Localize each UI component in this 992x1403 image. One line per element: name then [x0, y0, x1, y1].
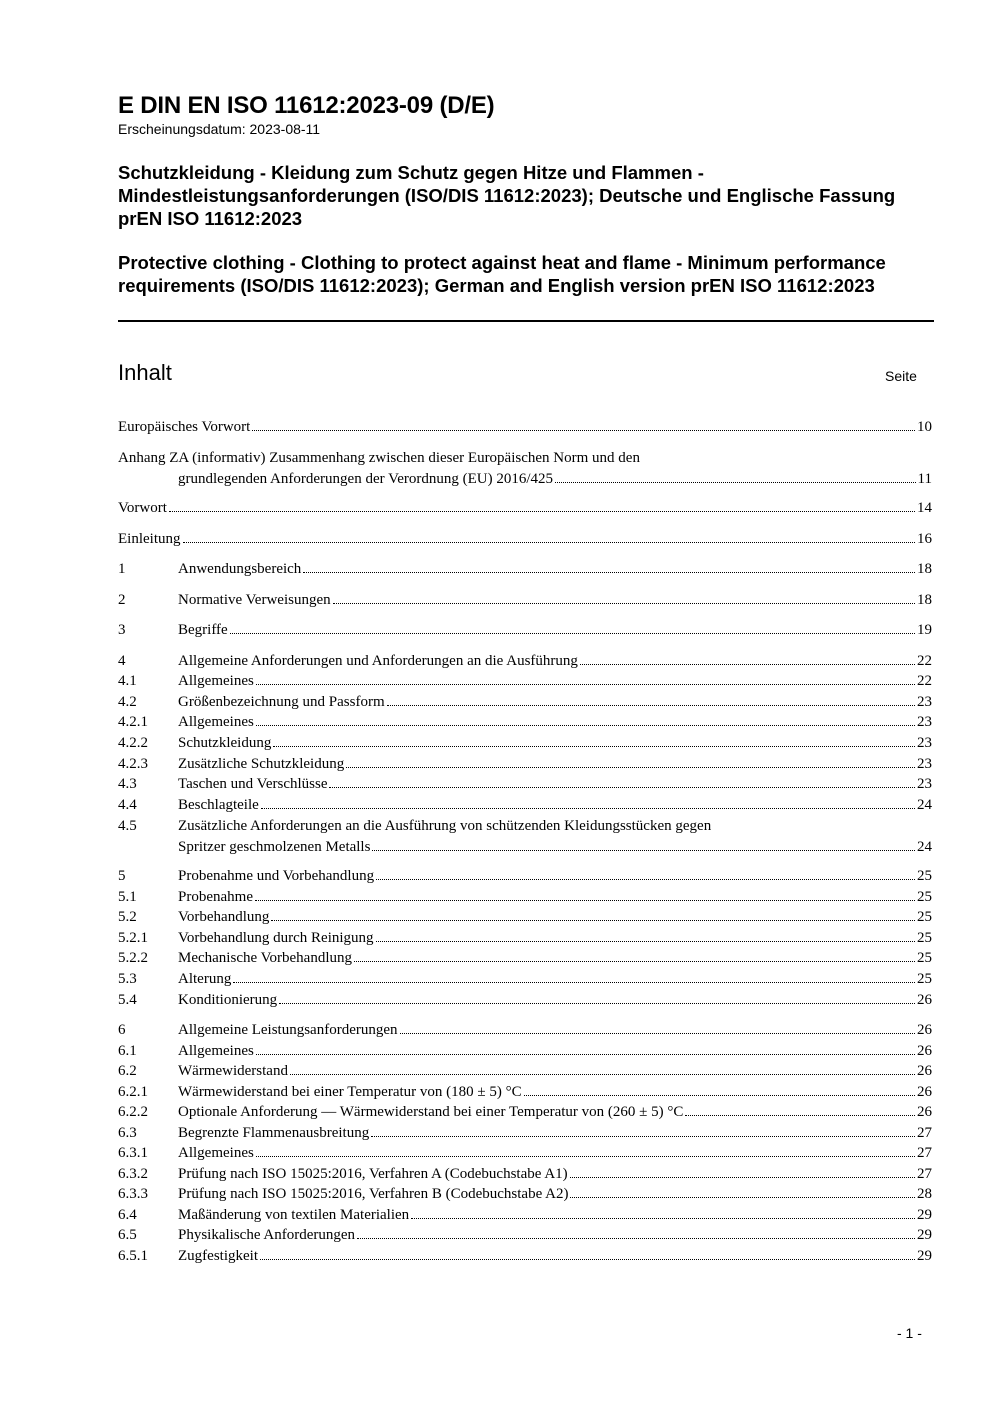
toc-entry-title: Wärmewiderstand bei einer Temperatur von (180 ± 5) °C — [178, 1084, 522, 1100]
toc-entry[interactable] — [118, 448, 932, 489]
title-german: Schutzkleidung - Kleidung zum Schutz gegen Hitze und Flammen - Mindestleistungsanforderungen (ISO/DIS 11612:2023); Deutsche und Englische Fassung prEN ISO 11612:2023 — [118, 162, 896, 229]
toc-entry-number: 6.3 — [118, 1125, 137, 1141]
toc-entry[interactable] — [118, 887, 932, 908]
toc-entry-page: 26 — [917, 1043, 932, 1059]
toc-entry-page: 28 — [917, 1186, 932, 1202]
toc-entry-number: 4.5 — [118, 818, 137, 834]
toc-entry-number: 4.2.2 — [118, 735, 148, 751]
toc-entry-page: 26 — [917, 1104, 932, 1120]
toc-entry[interactable] — [118, 928, 932, 949]
toc-entry-page: 23 — [917, 756, 932, 772]
toc-entry[interactable] — [118, 733, 932, 754]
toc-entry[interactable] — [118, 1184, 932, 1205]
toc-entry-number: 6.4 — [118, 1207, 137, 1223]
toc-entry-title: Größenbezeichnung und Passform — [178, 694, 385, 710]
toc-entry-title: Mechanische Vorbehandlung — [178, 950, 352, 966]
toc-entry[interactable] — [118, 948, 932, 969]
toc-entry[interactable] — [118, 1020, 932, 1041]
toc-leader-dots — [354, 961, 915, 962]
toc-entry-title: Vorbehandlung — [178, 909, 270, 925]
toc-leader-dots — [256, 1054, 915, 1055]
toc-entry-title: Physikalische Anforderungen — [178, 1227, 356, 1243]
toc-entry-title: Schutzkleidung — [178, 735, 272, 751]
toc-entry-number: 6.2.2 — [118, 1104, 148, 1120]
toc-entry[interactable] — [118, 712, 932, 733]
document-title: E DIN EN ISO 11612:2023-09 (D/E) — [118, 92, 495, 119]
toc-entry-number: 2 — [118, 592, 126, 608]
toc-entry[interactable] — [118, 1123, 932, 1144]
toc-entry-page: 27 — [917, 1145, 932, 1161]
toc-entry-title: Einleitung — [118, 531, 181, 547]
toc-leader-dots — [376, 879, 915, 880]
toc-entry[interactable] — [118, 866, 932, 887]
toc-entry-number: 5.1 — [118, 889, 137, 905]
toc-entry-number: 5.2 — [118, 909, 137, 925]
toc-entry-number: 6.1 — [118, 1043, 137, 1059]
toc-entry[interactable] — [118, 651, 932, 672]
toc-leader-dots — [261, 808, 915, 809]
toc-entry-page: 26 — [917, 992, 932, 1008]
toc-leader-dots — [570, 1177, 915, 1178]
toc-leader-dots — [252, 430, 915, 431]
toc-entry-number: 6.5.1 — [118, 1248, 148, 1264]
toc-entry-number: 5.4 — [118, 992, 137, 1008]
toc-leader-dots — [524, 1095, 915, 1096]
toc-leader-dots — [183, 542, 916, 543]
toc-entry-page: 25 — [917, 868, 932, 884]
toc-entry-page: 14 — [917, 500, 932, 516]
toc-entry-number: 4.2.3 — [118, 756, 148, 772]
toc-entry-title: Allgemeines — [178, 1043, 254, 1059]
toc-entry-page: 26 — [917, 1084, 932, 1100]
toc-leader-dots — [371, 1136, 915, 1137]
toc-entry-page: 27 — [917, 1125, 932, 1141]
toc-entry-title: Beschlagteile — [178, 797, 259, 813]
toc-entry-title: Optionale Anforderung — Wärmewiderstand bei einer Temperatur von (260 ± 5) °C — [178, 1104, 684, 1120]
toc-entry[interactable] — [118, 795, 932, 816]
toc-entry-page: 29 — [917, 1248, 932, 1264]
toc-entry-page: 25 — [917, 930, 932, 946]
toc-entry-title: Prüfung nach ISO 15025:2016, Verfahren B (Codebuchstabe A2) — [178, 1186, 569, 1202]
toc-leader-dots — [411, 1218, 915, 1219]
toc-entry[interactable] — [118, 671, 932, 692]
toc-entry-title: Probenahme — [178, 889, 253, 905]
toc-entry-page: 23 — [917, 694, 932, 710]
toc-entry[interactable] — [118, 990, 932, 1011]
toc-entry-page: 25 — [917, 909, 932, 925]
toc-leader-dots — [400, 1033, 915, 1034]
toc-entry[interactable] — [118, 1102, 932, 1123]
toc-entry-title: Zusätzliche Anforderungen an die Ausführung von schützenden Kleidungsstücken gegen — [178, 818, 712, 834]
toc-leader-dots — [290, 1074, 915, 1075]
toc-entry-page: 22 — [917, 673, 932, 689]
toc-entry-number: 6.2.1 — [118, 1084, 148, 1100]
toc-entry-title-continued: Spritzer geschmolzenen Metalls — [178, 838, 371, 855]
toc-entry-page: 24 — [917, 838, 932, 855]
toc-entry-page: 25 — [917, 889, 932, 905]
toc-entry-title: Zusätzliche Schutzkleidung — [178, 756, 345, 772]
toc-entry[interactable] — [118, 529, 932, 550]
toc-entry-title: Allgemeine Anforderungen und Anforderungen an die Ausführung — [178, 653, 578, 669]
toc-leader-dots — [329, 787, 915, 788]
toc-entry[interactable] — [118, 620, 932, 641]
toc-leader-dots — [376, 941, 915, 942]
toc-entry-page: 26 — [917, 1022, 932, 1038]
toc-entry-page: 26 — [917, 1063, 932, 1079]
toc-leader-dots — [271, 920, 915, 921]
toc-entry[interactable] — [118, 1041, 932, 1062]
toc-leader-dots — [387, 705, 915, 706]
toc-entry[interactable] — [118, 907, 932, 928]
publication-date: Erscheinungsdatum: 2023-08-11 — [118, 121, 321, 137]
toc-leader-dots — [570, 1197, 915, 1198]
toc-entry-title: Allgemeines — [178, 673, 254, 689]
toc-leader-dots — [555, 482, 916, 483]
toc-entry-page: 29 — [917, 1227, 932, 1243]
toc-entry-number: 5.2.2 — [118, 950, 148, 966]
toc-entry-title: Vorwort — [118, 500, 167, 516]
toc-entry-number: 4 — [118, 653, 126, 669]
toc-leader-dots — [685, 1115, 915, 1116]
toc-leader-dots — [273, 746, 915, 747]
toc-entry-title: Prüfung nach ISO 15025:2016, Verfahren A (Codebuchstabe A1) — [178, 1166, 568, 1182]
toc-leader-dots — [333, 603, 915, 604]
toc-entry-page: 29 — [917, 1207, 932, 1223]
toc-leader-dots — [169, 511, 915, 512]
toc-leader-dots — [256, 1156, 915, 1157]
toc-entry-page: 22 — [917, 653, 932, 669]
toc-entry[interactable] — [118, 1225, 932, 1246]
toc-entry-number: 5 — [118, 868, 126, 884]
toc-entry-title: Anhang ZA (informativ) Zusammenhang zwischen dieser Europäischen Norm und den — [118, 450, 640, 466]
page-number: - 1 - — [897, 1325, 922, 1341]
toc-entry[interactable] — [118, 816, 932, 857]
toc-entry-page: 16 — [917, 531, 932, 547]
toc-entry-title: Allgemeines — [178, 714, 254, 730]
toc-entry-title: Taschen und Verschlüsse — [178, 776, 328, 792]
toc-entry-page: 25 — [917, 950, 932, 966]
toc-leader-dots — [260, 1259, 915, 1260]
table-of-contents — [118, 0, 932, 1403]
toc-entry-page: 25 — [917, 971, 932, 987]
toc-entry-title: Begriffe — [178, 622, 228, 638]
toc-entry-page: 23 — [917, 714, 932, 730]
toc-entry-title: Zugfestigkeit — [178, 1248, 258, 1264]
toc-entry-title: Anwendungsbereich — [178, 561, 302, 577]
toc-entry-title-continued: grundlegenden Anforderungen der Verordnung (EU) 2016/425 — [178, 470, 554, 487]
toc-entry[interactable] — [118, 1164, 932, 1185]
title-english: Protective clothing - Clothing to protect against heat and flame - Minimum performance requirements (ISO/DIS 11612:2023); German and English version prEN ISO 11612:2023 — [118, 252, 886, 296]
toc-entry-page: 23 — [917, 776, 932, 792]
toc-entry-number: 3 — [118, 622, 126, 638]
toc-entry-title: Begrenzte Flammenausbreitung — [178, 1125, 370, 1141]
toc-entry[interactable] — [118, 774, 932, 795]
toc-leader-dots — [255, 900, 915, 901]
toc-entry-title: Konditionierung — [178, 992, 278, 1008]
toc-entry-page: 23 — [917, 735, 932, 751]
toc-entry-number: 5.3 — [118, 971, 137, 987]
toc-entry-number: 6.2 — [118, 1063, 137, 1079]
toc-entry-title: Europäisches Vorwort — [118, 419, 251, 435]
toc-entry-page: 11 — [917, 470, 932, 487]
toc-entry-page: 10 — [917, 419, 932, 435]
toc-leader-dots — [303, 572, 915, 573]
toc-entry[interactable] — [118, 692, 932, 713]
toc-entry-page: 24 — [917, 797, 932, 813]
toc-leader-dots — [580, 664, 915, 665]
toc-entry[interactable] — [118, 1246, 932, 1267]
toc-entry-number: 6 — [118, 1022, 126, 1038]
toc-leader-dots — [233, 982, 915, 983]
toc-entry-title: Maßänderung von textilen Materialien — [178, 1207, 410, 1223]
toc-entry-number: 4.2.1 — [118, 714, 148, 730]
toc-entry-number: 1 — [118, 561, 126, 577]
toc-entry[interactable] — [118, 498, 932, 519]
toc-entry-number: 4.4 — [118, 797, 137, 813]
toc-entry-number: 6.3.2 — [118, 1166, 148, 1182]
toc-entry-number: 4.2 — [118, 694, 137, 710]
toc-entry-page: 27 — [917, 1166, 932, 1182]
toc-entry[interactable] — [118, 1143, 932, 1164]
toc-leader-dots — [256, 725, 915, 726]
toc-entry-title: Alterung — [178, 971, 232, 987]
toc-leader-dots — [256, 684, 915, 685]
toc-entry-title: Probenahme und Vorbehandlung — [178, 868, 375, 884]
toc-entry-number: 4.3 — [118, 776, 137, 792]
toc-leader-dots — [357, 1238, 915, 1239]
toc-entry-title: Wärmewiderstand — [178, 1063, 288, 1079]
toc-entry-title: Normative Verweisungen — [178, 592, 331, 608]
toc-entry[interactable] — [118, 754, 932, 775]
toc-entry-title: Allgemeines — [178, 1145, 254, 1161]
toc-entry-page: 18 — [917, 592, 932, 608]
toc-entry-number: 6.3.3 — [118, 1186, 148, 1202]
toc-entry[interactable] — [118, 1082, 932, 1103]
toc-entry[interactable] — [118, 417, 932, 438]
toc-entry-title: Allgemeine Leistungsanforderungen — [178, 1022, 398, 1038]
toc-entry-number: 4.1 — [118, 673, 137, 689]
toc-leader-dots — [346, 767, 915, 768]
toc-entry[interactable] — [118, 590, 932, 611]
toc-entry-title: Vorbehandlung durch Reinigung — [178, 930, 374, 946]
toc-leader-dots — [279, 1003, 915, 1004]
toc-entry-number: 6.5 — [118, 1227, 137, 1243]
toc-heading: Inhalt — [118, 360, 172, 385]
toc-entry[interactable] — [118, 559, 932, 580]
toc-page-label: Seite — [885, 368, 917, 384]
toc-entry-number: 6.3.1 — [118, 1145, 148, 1161]
toc-entry[interactable] — [118, 1205, 932, 1226]
toc-entry-number: 5.2.1 — [118, 930, 148, 946]
toc-leader-dots — [230, 633, 915, 634]
toc-entry-page: 19 — [917, 622, 932, 638]
toc-leader-dots — [372, 850, 915, 851]
toc-entry-page: 18 — [917, 561, 932, 577]
toc-entry[interactable] — [118, 969, 932, 990]
toc-entry[interactable] — [118, 1061, 932, 1082]
